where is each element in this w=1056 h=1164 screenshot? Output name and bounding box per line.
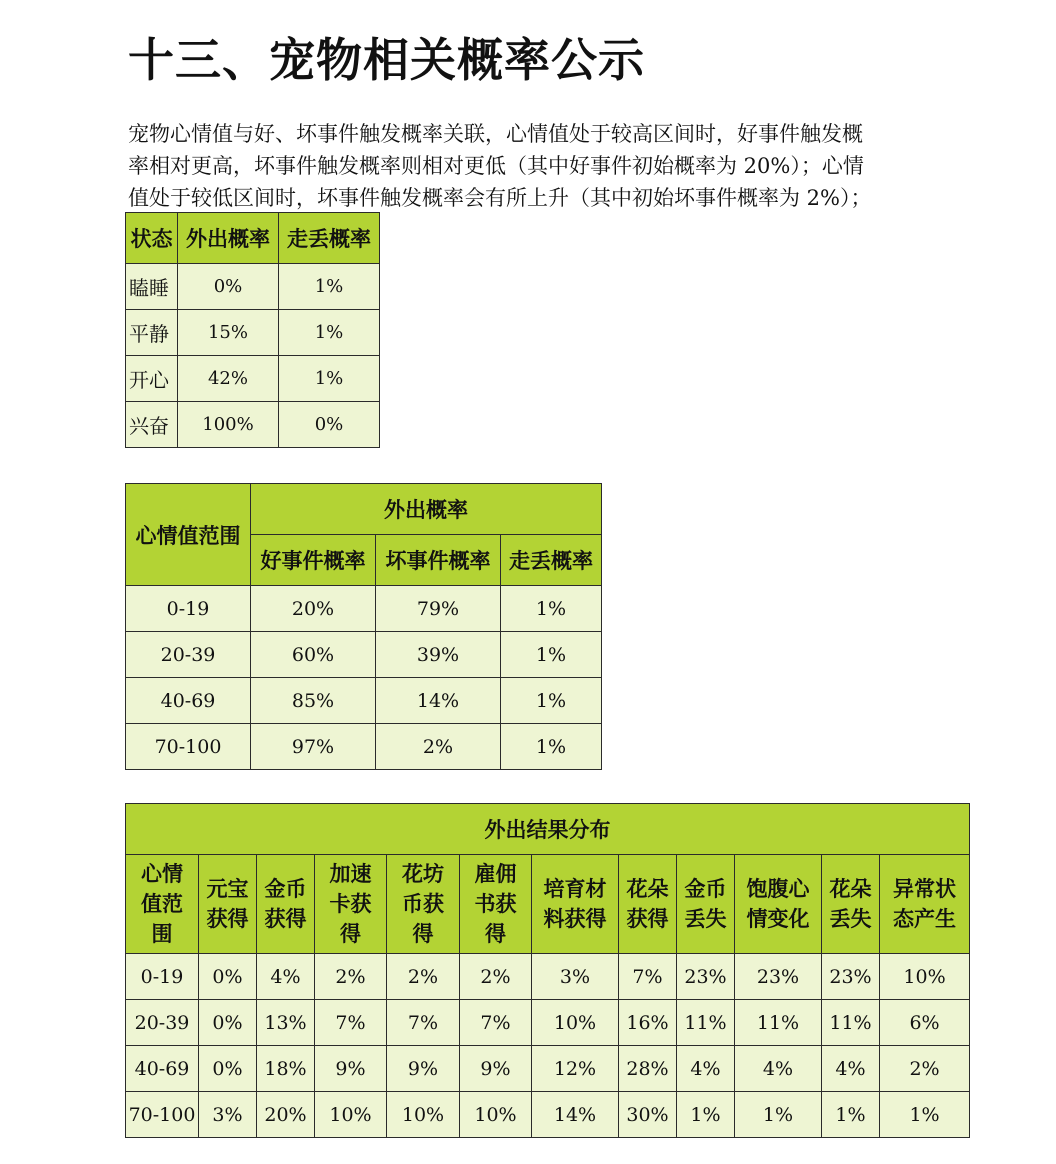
header-lost-prob: 走丢概率 bbox=[279, 213, 380, 264]
cell: 7% bbox=[315, 1000, 387, 1046]
cell: 23% bbox=[735, 954, 822, 1000]
cell: 23% bbox=[822, 954, 880, 1000]
cell: 0% bbox=[199, 954, 257, 1000]
cell: 10% bbox=[880, 954, 970, 1000]
cell: 6% bbox=[880, 1000, 970, 1046]
header-coin-loss: 金币 丢失 bbox=[677, 855, 735, 954]
cell: 7% bbox=[387, 1000, 460, 1046]
header-lost-prob: 走丢概率 bbox=[501, 535, 602, 586]
header-outing-prob: 外出概率 bbox=[251, 484, 602, 535]
header-mood-range: 心情值范围 bbox=[126, 484, 251, 586]
cell: 11% bbox=[822, 1000, 880, 1046]
paragraph-line: 宠物心情值与好、坏事件触发概率关联，心情值处于较高区间时，好事件触发概 bbox=[128, 122, 863, 146]
cell: 4% bbox=[257, 954, 315, 1000]
cell: 1% bbox=[677, 1092, 735, 1138]
cell: 9% bbox=[387, 1046, 460, 1092]
cell: 10% bbox=[460, 1092, 532, 1138]
mood-event-table bbox=[125, 483, 602, 770]
header-state: 状态 bbox=[126, 213, 178, 264]
cell: 1% bbox=[880, 1092, 970, 1138]
table-header-row bbox=[126, 855, 970, 954]
cell: 20% bbox=[251, 586, 376, 632]
cell: 14% bbox=[532, 1092, 619, 1138]
header-flower-gain: 花朵 获得 bbox=[619, 855, 677, 954]
state-probability-table bbox=[125, 212, 380, 448]
header-coin-gain: 金币 获得 bbox=[257, 855, 315, 954]
cell: 0-19 bbox=[126, 954, 199, 1000]
cell: 1% bbox=[501, 586, 602, 632]
cell: 平静 bbox=[126, 310, 178, 356]
cell: 85% bbox=[251, 678, 376, 724]
table-row bbox=[126, 1092, 970, 1138]
cell: 0% bbox=[178, 264, 279, 310]
cell: 0% bbox=[199, 1046, 257, 1092]
cell: 10% bbox=[532, 1000, 619, 1046]
cell: 3% bbox=[199, 1092, 257, 1138]
cell: 瞌睡 bbox=[126, 264, 178, 310]
cell: 4% bbox=[822, 1046, 880, 1092]
cell: 18% bbox=[257, 1046, 315, 1092]
cell: 1% bbox=[501, 678, 602, 724]
outing-result-table bbox=[125, 803, 970, 1138]
cell: 30% bbox=[619, 1092, 677, 1138]
cell: 97% bbox=[251, 724, 376, 770]
header-hire-book-gain: 雇佣 书获 得 bbox=[460, 855, 532, 954]
cell: 4% bbox=[735, 1046, 822, 1092]
cell: 兴奋 bbox=[126, 402, 178, 448]
cell: 10% bbox=[315, 1092, 387, 1138]
cell: 开心 bbox=[126, 356, 178, 402]
cell: 16% bbox=[619, 1000, 677, 1046]
header-outing-result: 外出结果分布 bbox=[126, 804, 970, 855]
header-mood-range: 心情 值范 围 bbox=[126, 855, 199, 954]
page-title: 十三、宠物相关概率公示 bbox=[128, 33, 645, 87]
cell: 1% bbox=[822, 1092, 880, 1138]
cell: 39% bbox=[376, 632, 501, 678]
cell: 10% bbox=[387, 1092, 460, 1138]
table-row bbox=[126, 402, 380, 448]
cell: 14% bbox=[376, 678, 501, 724]
cell: 79% bbox=[376, 586, 501, 632]
cell: 40-69 bbox=[126, 678, 251, 724]
cell: 11% bbox=[735, 1000, 822, 1046]
cell: 11% bbox=[677, 1000, 735, 1046]
cell: 40-69 bbox=[126, 1046, 199, 1092]
header-flower-coin-gain: 花坊 币获 得 bbox=[387, 855, 460, 954]
cell: 23% bbox=[677, 954, 735, 1000]
cell: 70-100 bbox=[126, 1092, 199, 1138]
table-row bbox=[126, 632, 602, 678]
cell: 28% bbox=[619, 1046, 677, 1092]
header-material-gain: 培育材 料获得 bbox=[532, 855, 619, 954]
cell: 4% bbox=[677, 1046, 735, 1092]
cell: 0% bbox=[279, 402, 380, 448]
cell: 2% bbox=[315, 954, 387, 1000]
cell: 1% bbox=[279, 310, 380, 356]
cell: 60% bbox=[251, 632, 376, 678]
cell: 2% bbox=[387, 954, 460, 1000]
header-speed-card-gain: 加速 卡获 得 bbox=[315, 855, 387, 954]
table-row bbox=[126, 724, 602, 770]
intro-paragraph bbox=[128, 118, 978, 214]
cell: 13% bbox=[257, 1000, 315, 1046]
table-row bbox=[126, 356, 380, 402]
table-row bbox=[126, 1000, 970, 1046]
table-header-row bbox=[126, 484, 602, 535]
header-ingot-gain: 元宝 获得 bbox=[199, 855, 257, 954]
cell: 0-19 bbox=[126, 586, 251, 632]
cell: 42% bbox=[178, 356, 279, 402]
table-row bbox=[126, 586, 602, 632]
cell: 1% bbox=[735, 1092, 822, 1138]
table-row bbox=[126, 264, 380, 310]
cell: 1% bbox=[501, 724, 602, 770]
cell: 2% bbox=[376, 724, 501, 770]
cell: 2% bbox=[880, 1046, 970, 1092]
paragraph-line: 率相对更高，坏事件触发概率则相对更低（其中好事件初始概率为 20%）；心情 bbox=[128, 154, 864, 178]
table-row bbox=[126, 1046, 970, 1092]
cell: 100% bbox=[178, 402, 279, 448]
header-good-event: 好事件概率 bbox=[251, 535, 376, 586]
header-satiety-mood-change: 饱腹心 情变化 bbox=[735, 855, 822, 954]
header-outing-prob: 外出概率 bbox=[178, 213, 279, 264]
cell: 9% bbox=[315, 1046, 387, 1092]
cell: 1% bbox=[279, 356, 380, 402]
cell: 7% bbox=[619, 954, 677, 1000]
cell: 9% bbox=[460, 1046, 532, 1092]
cell: 1% bbox=[279, 264, 380, 310]
cell: 20% bbox=[257, 1092, 315, 1138]
cell: 20-39 bbox=[126, 632, 251, 678]
table-header-row bbox=[126, 213, 380, 264]
cell: 1% bbox=[501, 632, 602, 678]
paragraph-line: 值处于较低区间时，坏事件触发概率会有所上升（其中初始坏事件概率为 2%）； bbox=[128, 186, 872, 210]
table-row bbox=[126, 678, 602, 724]
cell: 15% bbox=[178, 310, 279, 356]
header-abnormal-state: 异常状 态产生 bbox=[880, 855, 970, 954]
cell: 0% bbox=[199, 1000, 257, 1046]
header-bad-event: 坏事件概率 bbox=[376, 535, 501, 586]
cell: 2% bbox=[460, 954, 532, 1000]
cell: 12% bbox=[532, 1046, 619, 1092]
cell: 7% bbox=[460, 1000, 532, 1046]
table-row bbox=[126, 954, 970, 1000]
cell: 20-39 bbox=[126, 1000, 199, 1046]
cell: 70-100 bbox=[126, 724, 251, 770]
table-header-row bbox=[126, 804, 970, 855]
header-flower-loss: 花朵 丢失 bbox=[822, 855, 880, 954]
cell: 3% bbox=[532, 954, 619, 1000]
table-row bbox=[126, 310, 380, 356]
